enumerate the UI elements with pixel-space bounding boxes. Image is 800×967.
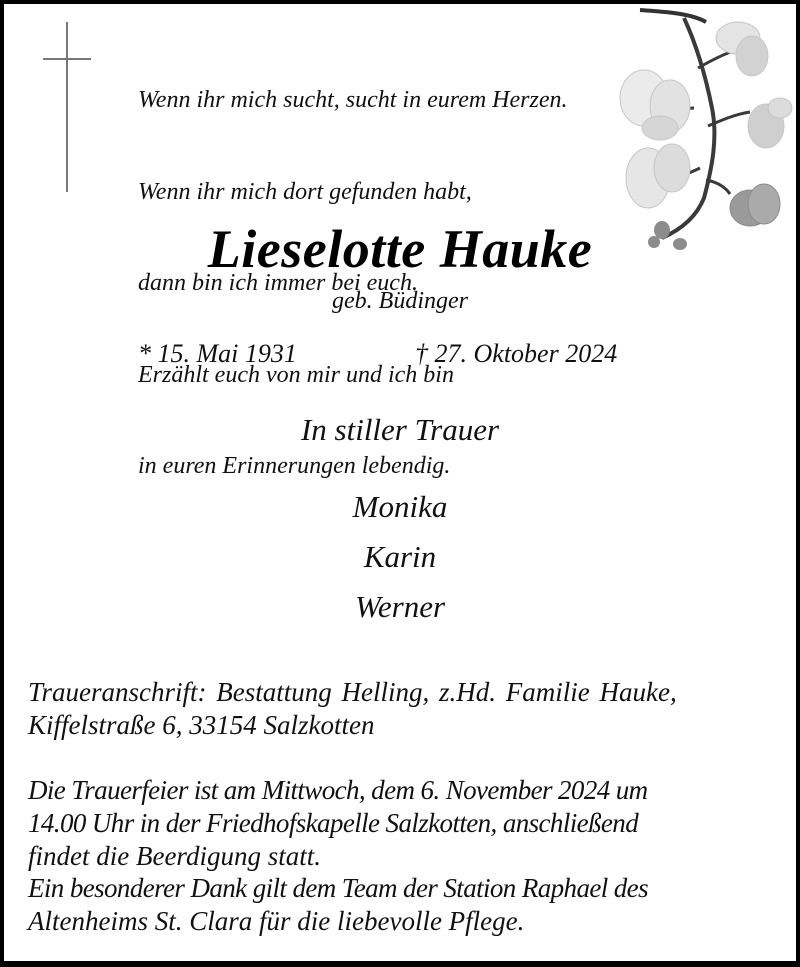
- orchid-icon: [600, 8, 800, 252]
- mourners-list: [4, 482, 796, 632]
- mourner-name: Karin: [363, 539, 437, 574]
- address-line: Kiffelstraße 6, 33154 Salzkotten: [28, 710, 375, 740]
- mourner-name: Monika: [352, 489, 448, 524]
- mourner-name: Werner: [354, 589, 446, 624]
- death-date: † 27. Oktober 2024: [415, 339, 618, 368]
- maiden-name: geb. Büdinger: [332, 288, 468, 314]
- poem-line: Wenn ihr mich sucht, sucht in eurem Herzen.: [138, 87, 568, 113]
- mourning-heading: In stiller Trauer: [300, 412, 500, 447]
- poem-line: Erzählt euch von mir und ich bin: [138, 361, 454, 388]
- poem-line: dann bin ich immer bei euch.: [138, 270, 418, 296]
- thanks-notice: [28, 872, 778, 938]
- ceremony-notice: [28, 774, 778, 873]
- deceased-name: Lieselotte Hauke: [207, 219, 593, 279]
- poem: [138, 24, 568, 543]
- ceremony-line: findet die Beerdigung statt.: [28, 841, 321, 871]
- ceremony-line: 14.00 Uhr in der Friedhofskapelle Salzkotten, anschließend: [28, 808, 639, 838]
- thanks-line: Ein besonderer Dank gilt dem Team der Station Raphael des: [28, 873, 648, 903]
- ceremony-line: Die Trauerfeier ist am Mittwoch, dem 6. November 2024 um: [28, 775, 648, 805]
- thanks-line: Altenheims St. Clara für die liebevolle Pflege.: [28, 906, 525, 936]
- cross-icon: [42, 22, 92, 194]
- birth-date: * 15. Mai 1931: [138, 339, 297, 368]
- poem-line: Wenn ihr mich dort gefunden habt,: [138, 178, 472, 205]
- address-line: Traueranschrift: Bestattung Helling, z.Hd. Familie Hauke,: [28, 677, 677, 707]
- poem-line: in euren Erinnerungen lebendig.: [138, 453, 451, 479]
- funeral-address: [28, 676, 778, 742]
